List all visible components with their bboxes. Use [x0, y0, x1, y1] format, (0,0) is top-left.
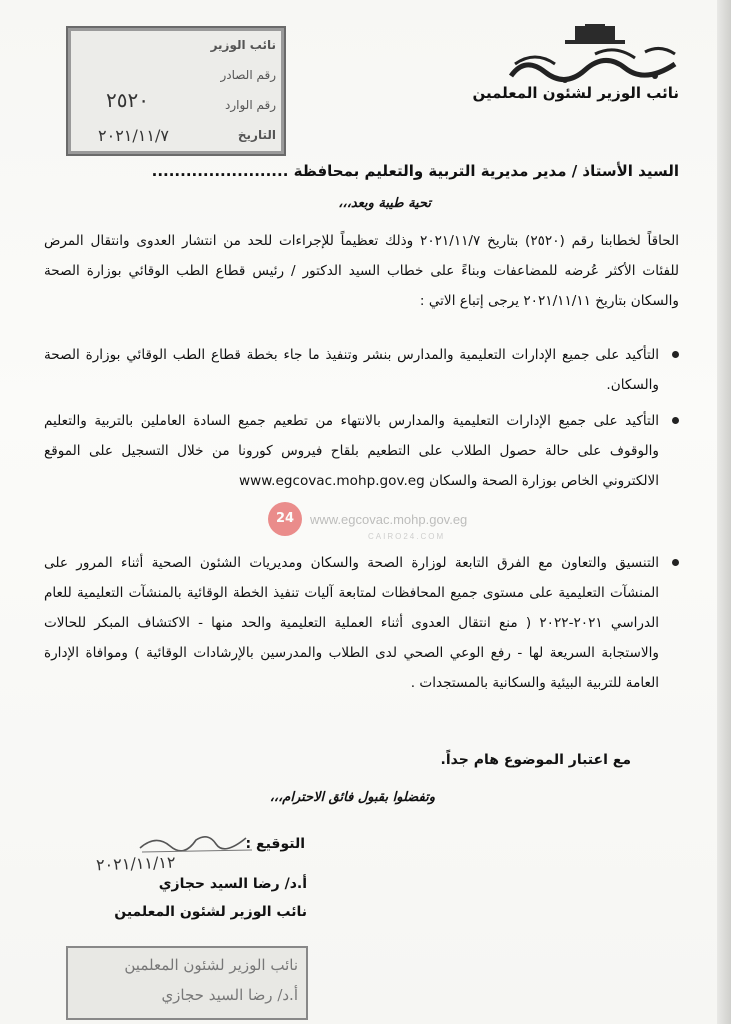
- site-watermark: [268, 500, 468, 550]
- reg-issue-number: ٢٥٢٠: [106, 88, 149, 112]
- official-stamp: [66, 946, 308, 1020]
- list-item: [44, 548, 679, 698]
- reg-issue-label: رقم الصادر: [220, 68, 276, 82]
- bullet-icon: [672, 417, 679, 424]
- intro-paragraph: الحاقاً لخطابنا رقم (٢٥٢٠) بتاريخ ٢٠٢١/١١/٧ وذلك تعظيماً للإجراءات للحد من انتشار العدوى وانتقال المرض للفئات الأكثر عُرضه للمضاعفات وبناءً على خطاب السيد الدكتور / رئيس قطاع الطب الوقائي بوزارة الصحة والسكان بتاريخ ٢٠٢١/١١/١١ يرجى إتباع الاتي :: [44, 233, 679, 309]
- watermark-badge: 24: [268, 502, 302, 536]
- bullet-text: التأكيد على جميع الإدارات التعليمية والمدارس بالانتهاء من تطعيم جميع السادة العاملين بالتربية والتعليم والوقوف على حالة حصول الطلاب على التطعيم بلقاح فيروس كورونا من خلال التسجيل على الموقع الالكتروني الخاص بوزارة الصحة والسكان www.egcovac.mohp.gov.eg: [44, 413, 659, 489]
- list-item: [44, 340, 679, 400]
- registration-box: [66, 26, 286, 156]
- signature-label: التوقيع :: [245, 836, 305, 852]
- bullet-text: التنسيق والتعاون مع الفرق التابعة لوزارة الصحة والسكان ومديريات الشئون الصحية أثناء المرور على المنشآت التعليمية على مستوى جميع المحافظات لمتابعة آليات تنفيذ الخطة الوقائية بالمنشآت التعليمية للعام الدراسي ٢٠٢١-٢٠٢٢ ( منع انتقال العدوى أثناء العملية التعليمية والحد منها - الاكتشاف المبكر للحالات والاستجابة السريعة لها - رفع الوعي الصحي لدى الطلاب والمدرسين بالإرشادات الوقائية ) وموافاة الإدارة العامة للتربية البيئية والسكانية بالمستجدات .: [44, 555, 660, 691]
- signatory-name: أ.د/ رضا السيد حجازي: [158, 876, 307, 892]
- reg-date-label: التاريخ: [237, 128, 276, 142]
- bullet-text: التأكيد على جميع الإدارات التعليمية والمدارس بنشر وتنفيذ ما جاء بخطة قطاع الطب الوقائي بوزارة الصحة والسكان.: [44, 347, 659, 393]
- signatory-title: نائب الوزير لشئون المعلمين: [114, 904, 307, 920]
- reg-date-value: ٢٠٢١/١١/٧: [98, 126, 169, 145]
- list-item: [44, 406, 679, 496]
- handwritten-signature: [136, 826, 256, 856]
- signature-date: ٢٠٢١/١١/١٢: [95, 852, 176, 875]
- reg-deputy-label: نائب الوزير: [210, 38, 276, 52]
- bullet-list-1: [44, 340, 679, 400]
- watermark-url: www.egcovac.mohp.gov.eg: [310, 512, 468, 527]
- greeting: تحية طيبة وبعد،،،: [338, 196, 431, 211]
- bullet-list-3: [44, 548, 679, 698]
- addressee-line: السيد الأستاذ / مدير مديرية التربية والتعليم بمحافظة ........................: [151, 162, 679, 180]
- closing-importance: مع اعتبار الموضوع هام جداً.: [440, 752, 631, 768]
- closing-regards: وتفضلوا بقبول فائق الاحترام،،،: [269, 790, 435, 805]
- stamp-line-1: نائب الوزير لشئون المعلمين: [124, 956, 298, 974]
- ministry-logo: [505, 24, 685, 86]
- bullet-icon: [672, 351, 679, 358]
- watermark-sub: CAIRO24.COM: [368, 532, 446, 541]
- reg-incoming-label: رقم الوارد: [225, 98, 276, 112]
- header-deputy-title: نائب الوزير لشئون المعلمين: [472, 84, 679, 102]
- bullet-icon: [672, 559, 679, 566]
- bullet-list-2: [44, 406, 679, 496]
- page-edge-shadow: [717, 0, 731, 1024]
- stamp-line-2: أ.د/ رضا السيد حجازي: [161, 986, 298, 1004]
